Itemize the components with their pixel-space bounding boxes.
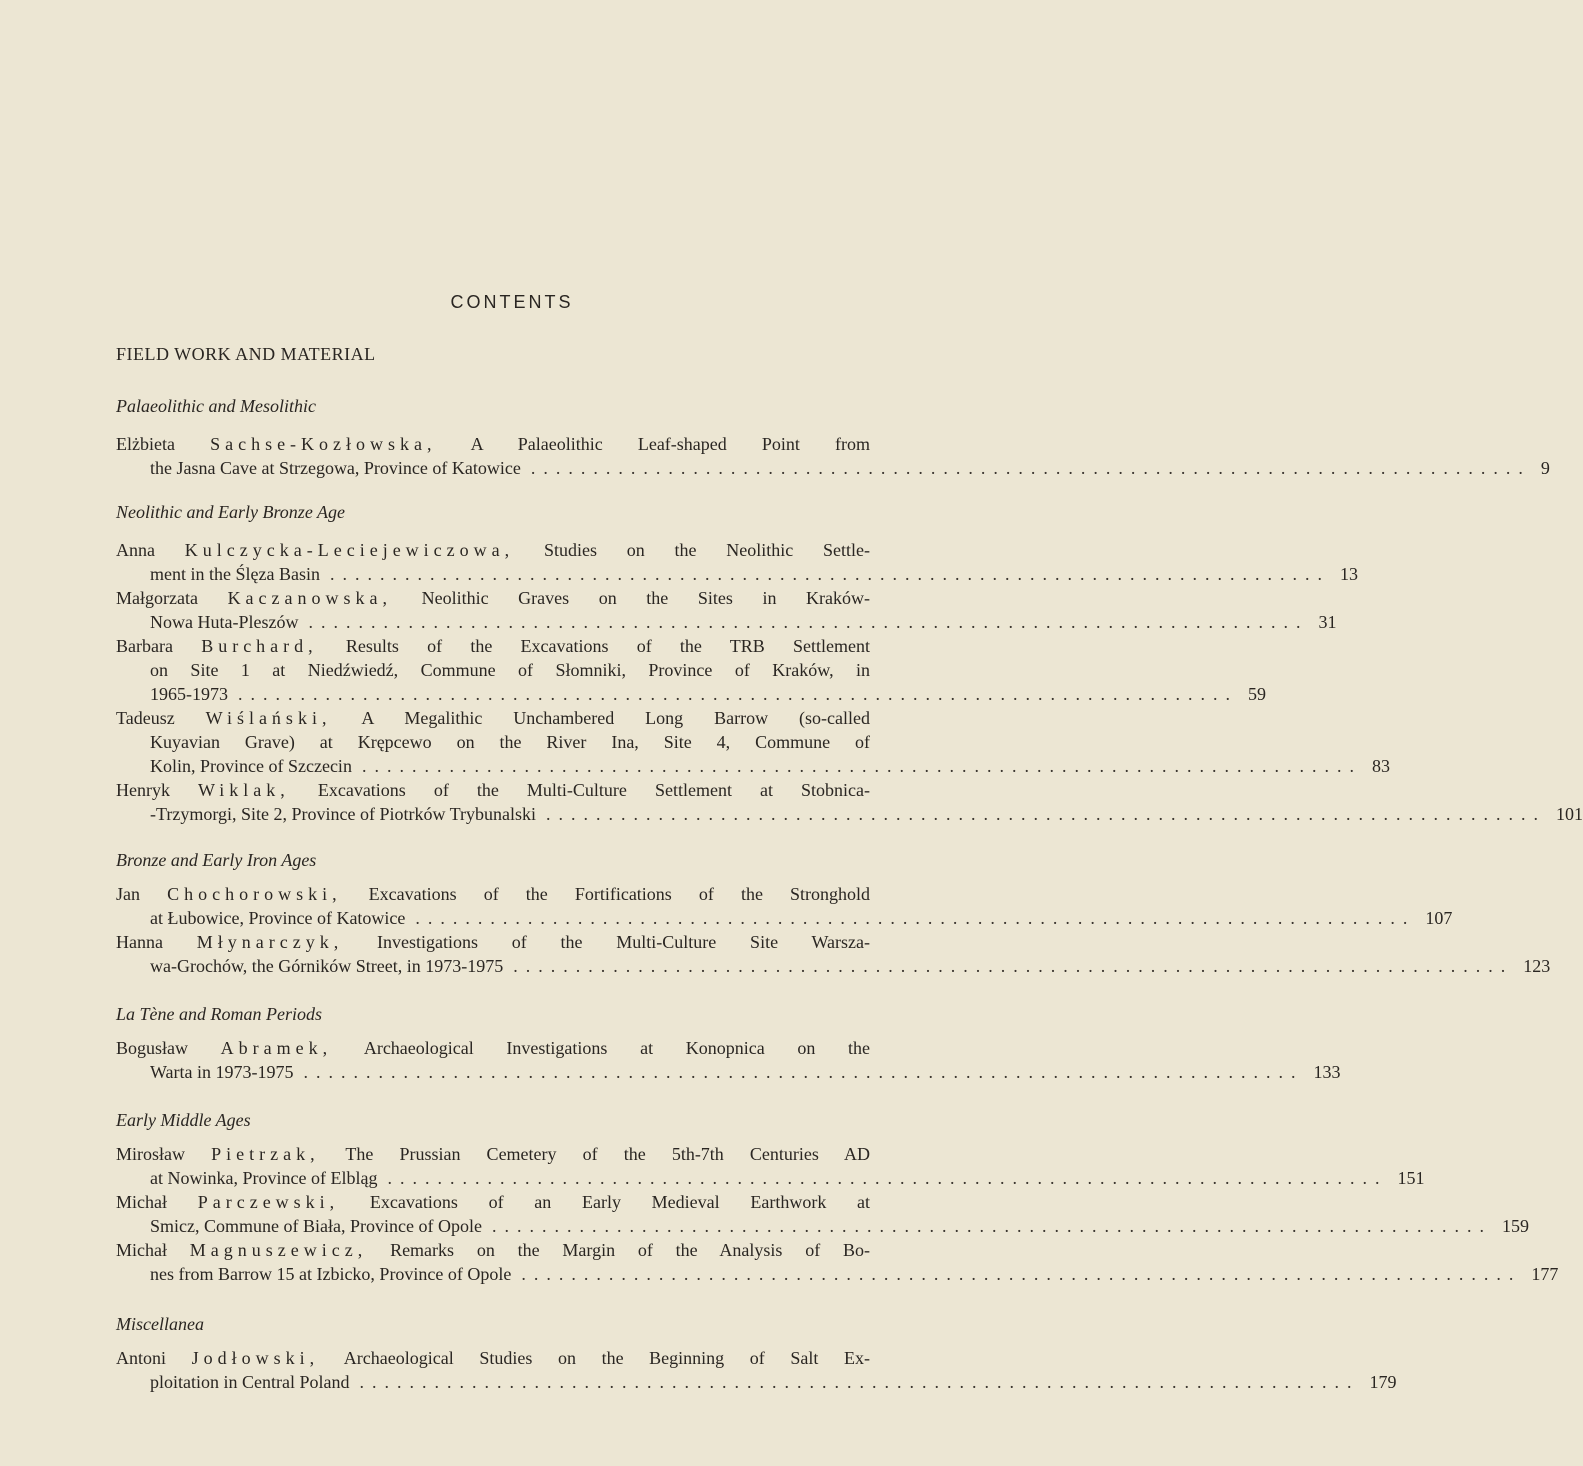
author-first-name: Michał (116, 1240, 167, 1260)
page-number: 151 (1397, 1168, 1425, 1188)
title-text: -Trzymorgi, Site 2, Province of Piotrków Trybunalski (150, 804, 537, 824)
page-number: 159 (1501, 1216, 1529, 1236)
author-surname: Sachse-Kozłowska, (210, 434, 437, 454)
section-heading: La Tène and Roman Periods (116, 1004, 322, 1024)
entry-line (116, 1036, 870, 1060)
page-number: 133 (1313, 1062, 1341, 1082)
section-heading: Bronze and Early Iron Ages (116, 850, 317, 870)
title-text: wa-Grochów, the Górników Street, in 1973-1975 (150, 956, 504, 976)
section-heading: Neolithic and Early Bronze Age (116, 502, 345, 522)
title-text: The Prussian Cemetery of the 5th-7th Centuries AD (345, 1144, 870, 1164)
leader-dots: ................................................................................ (238, 684, 1238, 704)
entry-line (116, 634, 870, 658)
page-number: 9 (1540, 458, 1550, 478)
page-number: 177 (1531, 1264, 1559, 1284)
author-first-name: Bogusław (116, 1038, 188, 1058)
title-text: Kuyavian Grave) at Krępcewo on the River Ina, Site 4, Commune of (150, 732, 870, 752)
author-surname: Chochorowski, (167, 884, 342, 904)
page-number: 83 (1371, 756, 1390, 776)
title-text: ploitation in Central Poland (150, 1372, 350, 1392)
title-text: Investigations of the Multi-Culture Site Warsza- (377, 932, 871, 952)
toc-entry (116, 882, 1453, 930)
entry-line (116, 1238, 870, 1262)
entry-line (116, 1346, 870, 1370)
author-first-name: Małgorzata (116, 588, 198, 608)
author-surname: Abramek, (220, 1038, 333, 1058)
entry-line (116, 1060, 1341, 1084)
entry-line (116, 954, 1551, 978)
title-text: 1965-1973 (150, 684, 228, 704)
entry-line (116, 778, 870, 802)
title-text: Results of the Excavations of the TRB Settlement (345, 636, 870, 656)
title-text: Excavations of the Fortifications of the Stronghold (368, 884, 871, 904)
title-text: Warta in 1973-1975 (150, 1062, 294, 1082)
section-heading: Early Middle Ages (116, 1110, 251, 1130)
author-surname: Burchard, (201, 636, 318, 656)
entry-line (116, 1142, 870, 1166)
title-text: A Megalithic Unchambered Long Barrow (so-called (361, 708, 871, 728)
author-surname: Magnuszewicz, (189, 1240, 368, 1260)
entry-line (116, 658, 870, 682)
title-text: on Site 1 at Niedźwiedź, Commune of Słomniki, Province of Kraków, in (150, 660, 870, 680)
title-text: Studies on the Neolithic Settle- (543, 540, 871, 560)
toc-entry (116, 930, 1551, 978)
author-first-name: Tadeusz (116, 708, 175, 728)
author-first-name: Michał (116, 1192, 167, 1212)
entry-line (116, 456, 1550, 480)
leader-dots: ................................................................................ (361, 756, 1362, 776)
section-heading: Miscellanea (116, 1314, 204, 1334)
author-surname: Kaczanowska, (227, 588, 393, 608)
section-heading: Palaeolithic and Mesolithic (116, 396, 316, 416)
page-number: 179 (1369, 1372, 1397, 1392)
entry-line (116, 730, 870, 754)
part-heading: FIELD WORK AND MATERIAL (116, 344, 376, 364)
title-text: A Palaeolithic Leaf-shaped Point from (470, 434, 870, 454)
toc-entry (116, 1036, 1341, 1084)
title-text: Archaeological Investigations at Konopnica on the (363, 1038, 871, 1058)
author-surname: Pietrzak, (211, 1144, 320, 1164)
page-title: CONTENTS (450, 292, 574, 312)
entry-line (116, 1214, 1529, 1238)
entry-line (116, 1166, 1425, 1190)
leader-dots: ................................................................................ (491, 1216, 1492, 1236)
title-text: Excavations of an Early Medieval Earthwork at (369, 1192, 871, 1212)
author-first-name: Jan (116, 884, 140, 904)
author-surname: Wiślański, (205, 708, 332, 728)
leader-dots: ................................................................................ (546, 804, 1547, 824)
title-text: Archaeological Studies on the Beginning of Salt Ex- (343, 1348, 871, 1368)
entry-line (116, 1262, 1559, 1286)
author-first-name: Antoni (116, 1348, 167, 1368)
entry-line (116, 682, 1266, 706)
entry-line (116, 754, 1390, 778)
leader-dots: ................................................................................ (513, 956, 1514, 976)
author-surname: Jodłowski, (191, 1348, 320, 1368)
author-surname: Młynarczyk, (196, 932, 344, 952)
toc-entry (116, 1238, 1559, 1286)
title-text: the Jasna Cave at Strzegowa, Province of Katowice (150, 458, 521, 478)
entry-line (116, 1370, 1397, 1394)
toc-entry (116, 1346, 1397, 1394)
entry-line (116, 562, 1358, 586)
page-number: 31 (1318, 612, 1337, 632)
leader-dots: ................................................................................ (308, 612, 1309, 632)
leader-dots: ................................................................................ (521, 1264, 1522, 1284)
title-text: nes from Barrow 15 at Izbicko, Province of Opole (150, 1264, 512, 1284)
toc-entry (116, 1142, 1425, 1190)
toc-entry (116, 1190, 1529, 1238)
entry-line (116, 610, 1337, 634)
title-text: at Łubowice, Province of Katowice (150, 908, 406, 928)
title-text: Kolin, Province of Szczecin (150, 756, 352, 776)
toc-entry (116, 538, 1358, 586)
page-number: 123 (1523, 956, 1551, 976)
page-number: 107 (1425, 908, 1453, 928)
author-first-name: Hanna (116, 932, 163, 952)
leader-dots: ................................................................................ (530, 458, 1531, 478)
page-number: 59 (1248, 684, 1266, 704)
author-first-name: Mirosław (116, 1144, 185, 1164)
toc-entry (116, 706, 1390, 778)
title-text: Smicz, Commune of Biała, Province of Opole (150, 1216, 482, 1236)
entry-line (116, 586, 870, 610)
toc-entry (116, 634, 1266, 706)
entry-line (116, 802, 1583, 826)
entry-line (116, 538, 870, 562)
entry-line (116, 930, 870, 954)
title-text: ment in the Ślęza Basin (150, 564, 320, 584)
author-first-name: Elżbieta (116, 434, 175, 454)
author-first-name: Henryk (116, 780, 170, 800)
title-text: at Nowinka, Province of Elbląg (150, 1168, 378, 1188)
author-first-name: Anna (116, 540, 155, 560)
leader-dots: ................................................................................ (303, 1062, 1304, 1082)
author-surname: Kulczycka-Leciejewiczowa, (184, 540, 515, 560)
entry-line (116, 906, 1453, 930)
title-text: Excavations of the Multi-Culture Settlement at Stobnica- (317, 780, 871, 800)
page-number: 13 (1339, 564, 1358, 584)
title-text: Remarks on the Margin of the Analysis of Bo- (390, 1240, 871, 1260)
toc-entry (116, 586, 1337, 634)
toc-entry (116, 432, 1550, 480)
leader-dots: ................................................................................ (387, 1168, 1388, 1188)
author-first-name: Barbara (116, 636, 173, 656)
author-surname: Parczewski, (197, 1192, 340, 1212)
entry-line (116, 706, 870, 730)
entry-line (116, 1190, 870, 1214)
title-text: Neolithic Graves on the Sites in Kraków- (421, 588, 871, 608)
leader-dots: ................................................................................ (359, 1372, 1360, 1392)
title-text: Nowa Huta-Pleszów (150, 612, 299, 632)
toc-entry (116, 778, 1583, 826)
author-surname: Wiklak, (198, 780, 290, 800)
entry-line (116, 882, 870, 906)
leader-dots: ................................................................................ (415, 908, 1416, 928)
leader-dots: ................................................................................ (329, 564, 1330, 584)
page-number: 101 (1556, 804, 1583, 824)
entry-line (116, 432, 870, 456)
